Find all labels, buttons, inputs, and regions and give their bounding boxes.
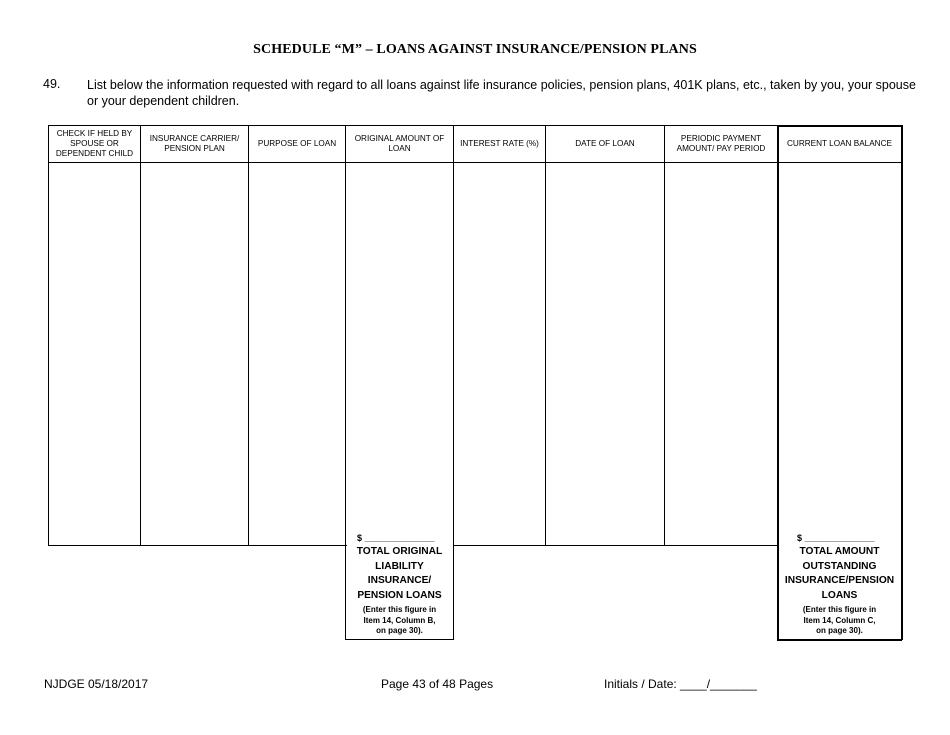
cell-purpose-of-loan[interactable] — [249, 163, 345, 545]
header-insurance-carrier: INSURANCE CARRIER/ PENSION PLAN — [149, 134, 240, 153]
question-number: 49. — [43, 77, 61, 91]
cell-insurance-carrier[interactable] — [141, 163, 248, 545]
footer-form-id: NJDGE 05/18/2017 — [44, 677, 149, 691]
footer-page-number: Page 43 of 48 Pages — [381, 677, 494, 691]
cell-interest-rate[interactable] — [454, 163, 545, 545]
header-periodic-payment: PERIODIC PAYMENT AMOUNT/ PAY PERIOD — [676, 134, 766, 153]
schedule-title: SCHEDULE “M” – LOANS AGAINST INSURANCE/PENSION PLANS — [253, 42, 697, 57]
total-outstanding-label: TOTAL AMOUNT OUTSTANDING INSURANCE/PENSION LOANS — [784, 546, 895, 601]
total-outstanding-block — [778, 545, 901, 637]
total-original-label: TOTAL ORIGINAL LIABILITY INSURANCE/ PENSION LOANS — [356, 546, 443, 601]
total-outstanding-blank[interactable]: $ ______________ — [797, 533, 875, 543]
header-purpose-of-loan: PURPOSE OF LOAN — [257, 139, 337, 148]
header-original-amount: ORIGINAL AMOUNT OF LOAN — [354, 134, 445, 153]
cell-held-by-spouse[interactable] — [49, 163, 140, 545]
cell-periodic-payment[interactable] — [665, 163, 777, 545]
cell-current-loan-balance[interactable] — [779, 163, 901, 528]
total-original-block — [346, 545, 453, 637]
total-original-note: (Enter this figure in Item 14, Column B, on page 30). — [362, 605, 437, 635]
question-text: List below the information requested with regard to all loans against life insurance policies, pension plans, 401K plans, etc., taken by you, your spouse or your dependent children. — [87, 78, 916, 108]
total-original-blank[interactable]: $ ______________ — [357, 533, 435, 543]
header-current-loan-balance: CURRENT LOAN BALANCE — [787, 139, 892, 148]
header-date-of-loan: DATE OF LOAN — [575, 139, 635, 148]
header-interest-rate: INTEREST RATE (%) — [460, 139, 539, 148]
total-outstanding-note: (Enter this figure in Item 14, Column C, on page 30). — [802, 605, 877, 635]
header-held-by-spouse: CHECK IF HELD BY SPOUSE OR DEPENDENT CHILD — [55, 129, 134, 158]
cell-date-of-loan[interactable] — [546, 163, 664, 545]
cell-original-amount[interactable] — [346, 163, 453, 528]
footer-initials-date[interactable]: Initials / Date: ____/_______ — [604, 677, 757, 691]
